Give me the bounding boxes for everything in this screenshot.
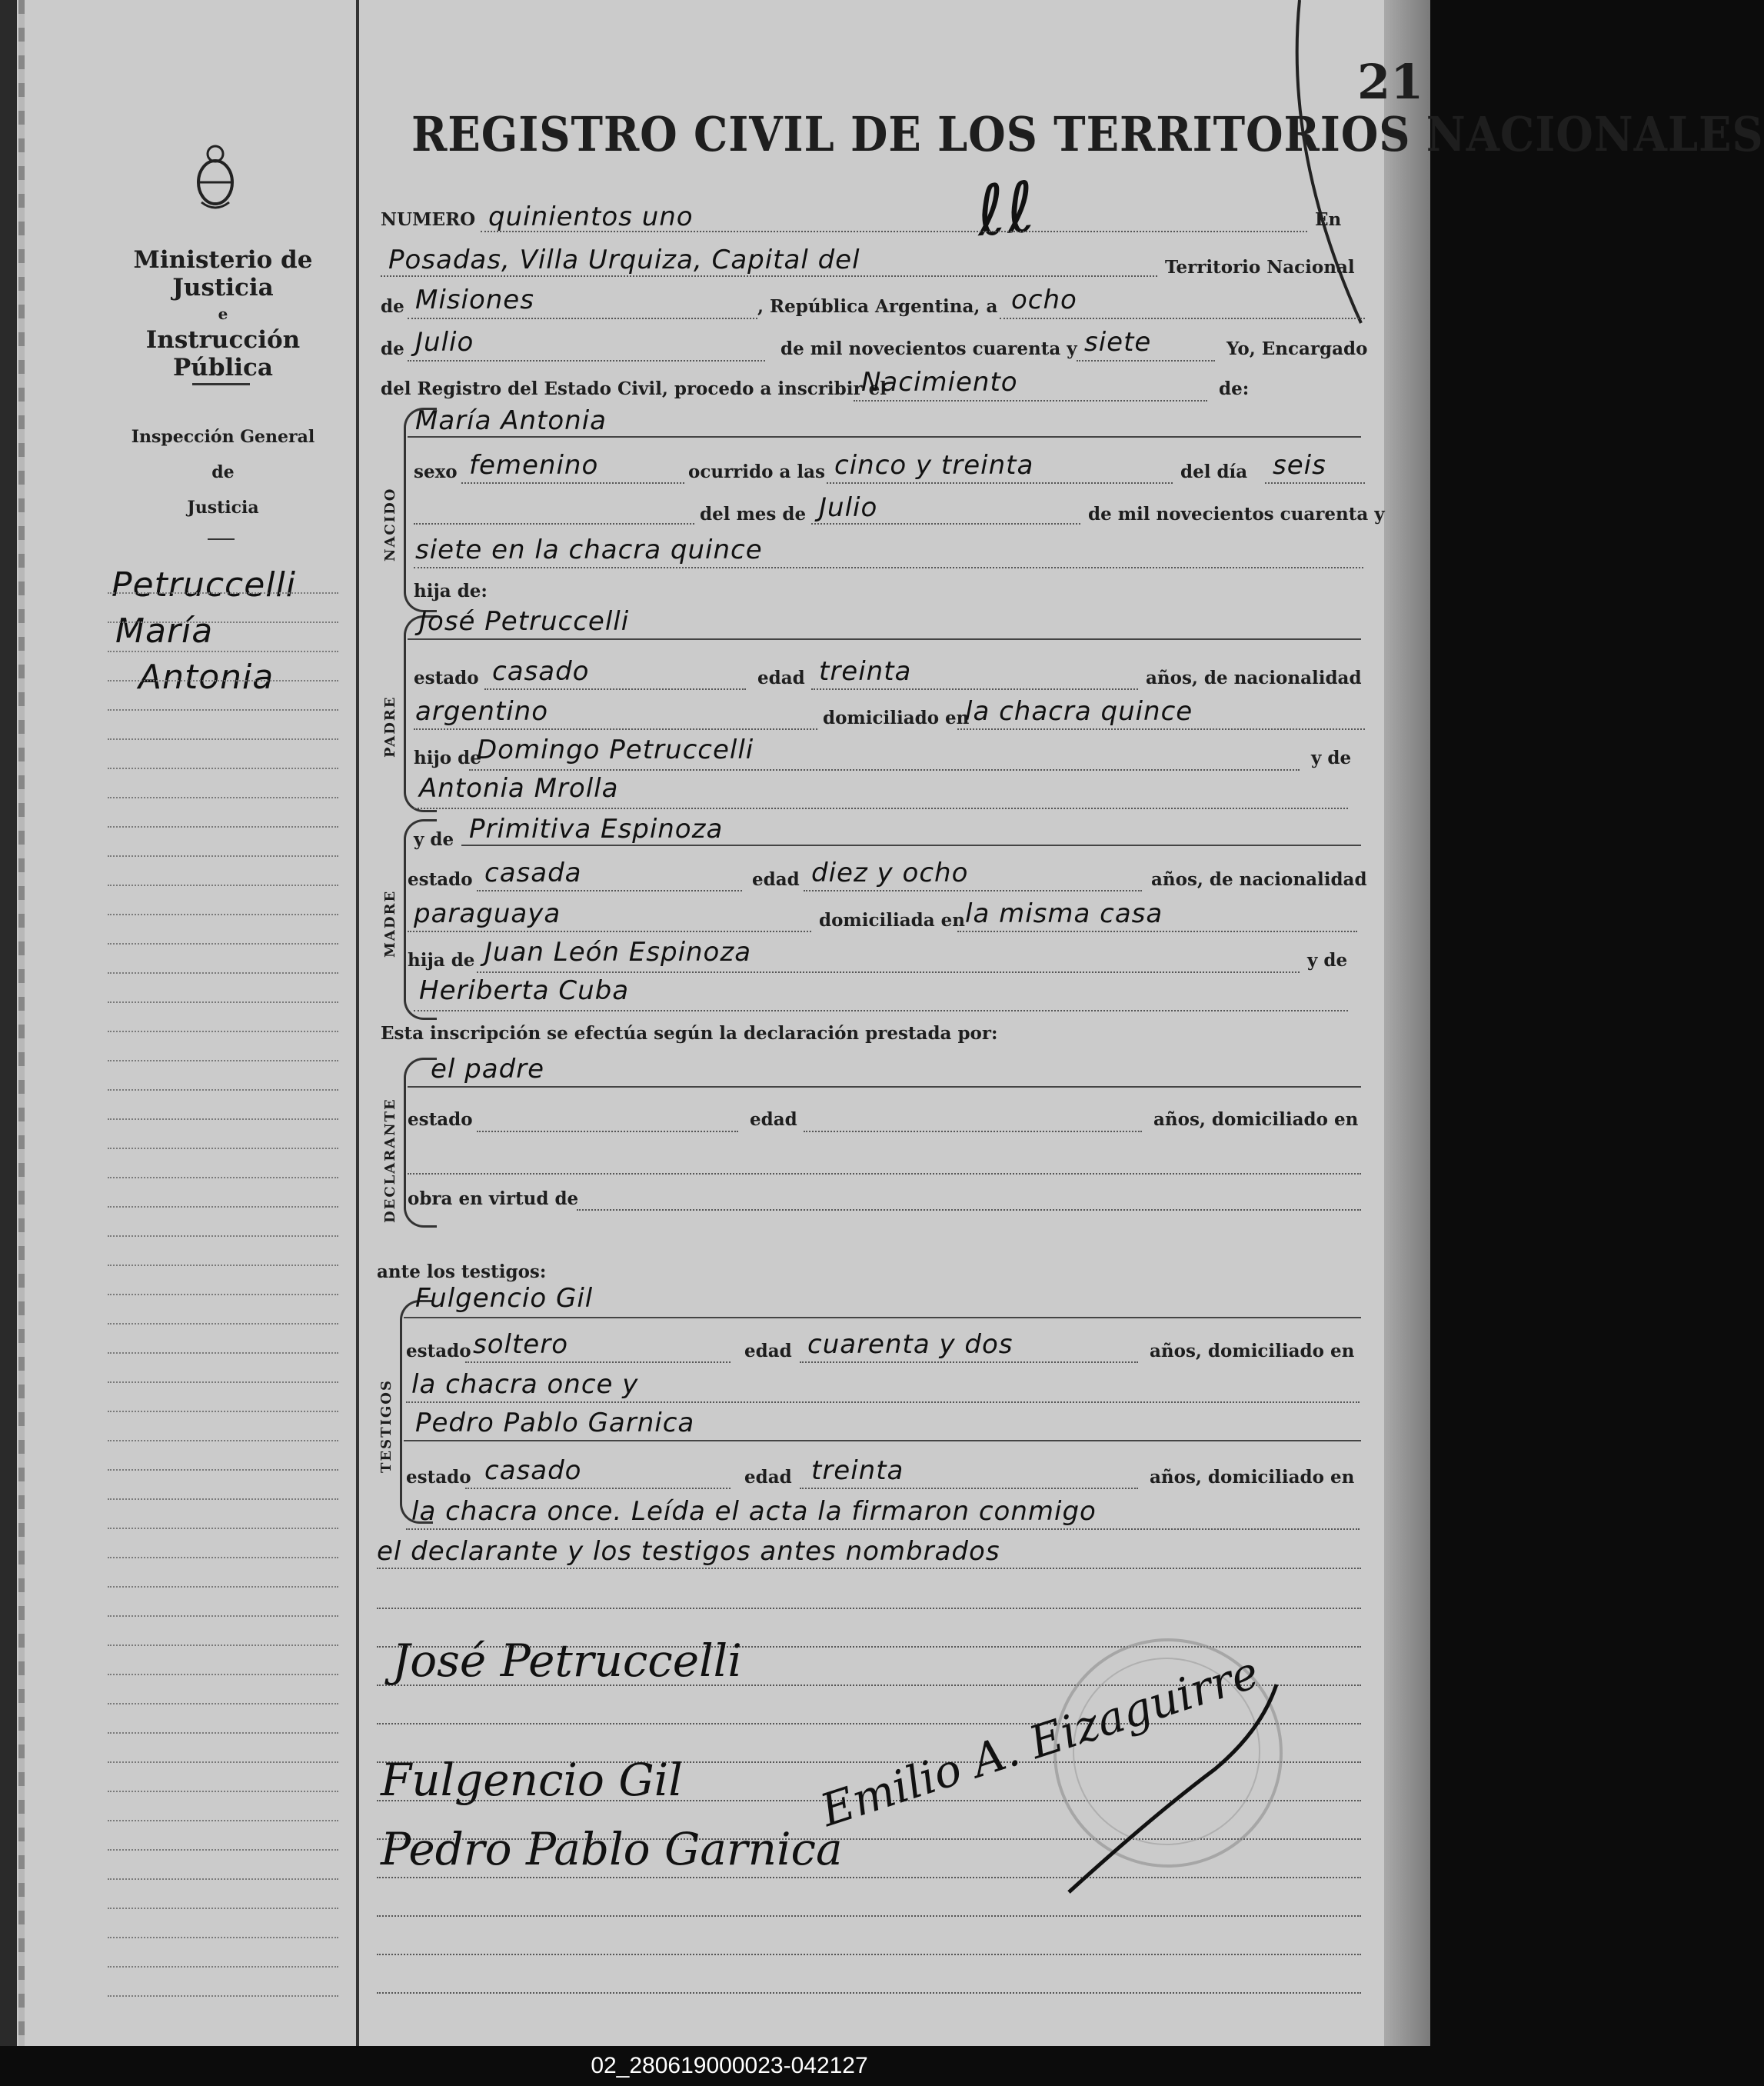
anio-value: siete — [1084, 327, 1152, 358]
nacido-dia-field-line — [1265, 482, 1365, 484]
margin-ruled-line — [108, 1791, 338, 1792]
inspection-line-1: Inspección General — [131, 427, 315, 447]
hija-de-label: hija de: — [414, 581, 488, 601]
madre-madre-value: Heriberta Cuba — [419, 975, 630, 1006]
padre-madre-value: Antonia Mrolla — [419, 773, 619, 804]
territorio-label: Territorio Nacional — [1165, 257, 1355, 278]
testigo1-nombre-value: Fulgencio Gil — [415, 1283, 594, 1314]
cierre-field-line — [377, 1568, 1361, 1569]
territorio-value: Misiones — [415, 285, 534, 315]
mes-value: Julio — [415, 327, 474, 358]
padre-nacionalidad-value: argentino — [415, 696, 548, 727]
testigos-section-label: TESTIGOS — [378, 1379, 394, 1473]
ocurrido-label: ocurrido a las — [688, 462, 825, 482]
declarante-estado-field-line — [477, 1131, 738, 1132]
margin-ruled-line — [108, 1089, 338, 1091]
registrar-flourish — [1061, 1677, 1284, 1908]
margin-ruled-line — [108, 1644, 338, 1646]
madre-nacionalidad-value: paraguaya — [414, 898, 561, 929]
testigo2-edad-field-line — [800, 1488, 1138, 1489]
madre-y-de2-label: y de — [1307, 950, 1348, 971]
testigo1-anios-label: años, domiciliado en — [1150, 1341, 1355, 1361]
padre-nombre-value: José Petruccelli — [419, 606, 630, 637]
margin-ruled-line — [108, 1908, 338, 1909]
sidebar-rule-2 — [208, 538, 235, 540]
nacido-mes-value: Julio — [819, 492, 878, 523]
declarante-nombre-line — [408, 1086, 1361, 1088]
testigo1-domicilio-value: la chacra once y — [411, 1369, 639, 1400]
nacido-lugar-field-line — [414, 567, 1363, 568]
margin-ruled-line — [108, 1761, 338, 1763]
signature-ruled-line — [377, 1954, 1361, 1955]
signature-ruled-line — [377, 1992, 1361, 1994]
padre-domicilio-value: la chacra quince — [965, 696, 1193, 727]
declarante-section-label: DECLARANTE — [382, 1098, 398, 1223]
encargado-label: Yo, Encargado — [1226, 338, 1368, 359]
padre-edad-field-line — [811, 688, 1138, 690]
testigo1-domicilio-field-line — [406, 1401, 1360, 1403]
margin-ruled-line — [108, 1966, 338, 1968]
margin-ruled-line — [108, 1148, 338, 1149]
declarante-edad-label: edad — [750, 1109, 797, 1130]
margin-ruled-line — [108, 592, 338, 594]
hora-value: cinco y treinta — [834, 450, 1034, 481]
declarante-estado-label: estado — [408, 1109, 473, 1130]
en-label: En — [1315, 209, 1342, 230]
testigo1-edad-label: edad — [744, 1341, 792, 1361]
madre-y-de-label: y de — [414, 829, 454, 850]
page-number: 21 — [1357, 54, 1424, 110]
inspection-line-2: de — [211, 462, 235, 482]
margin-ruled-line — [108, 1352, 338, 1354]
place-field-line — [381, 275, 1157, 277]
nacido-section-label: NACIDO — [382, 487, 398, 561]
madre-domicilio-field-line — [957, 931, 1357, 932]
signature-registrar: Emilio A. Eizaguirre — [814, 1645, 1265, 1837]
numero-value: quinientos uno — [488, 202, 694, 232]
testigo2-estado-field-line — [465, 1488, 731, 1489]
registro-label: del Registro del Estado Civil, procedo a inscribir el — [381, 378, 887, 399]
anio-field-line — [1077, 360, 1215, 362]
page-title: REGISTRO CIVIL DE LOS TERRITORIOS NACIONALES — [411, 106, 1764, 162]
registrar-initial-signature: ℓℓ — [973, 166, 1039, 253]
madre-domiciliada-label: domiciliada en — [819, 910, 965, 931]
margin-ruled-line — [108, 1031, 338, 1032]
margin-ruled-line — [108, 709, 338, 711]
del-mes-label: del mes de — [700, 504, 807, 525]
archive-footer — [0, 2046, 1459, 2086]
margin-ruled-line — [108, 1060, 338, 1061]
archive-image-id: 02_280619000023-042127 — [591, 2053, 868, 2078]
nacido-nombre-line — [408, 436, 1361, 438]
sexo-value: femenino — [469, 450, 599, 481]
margin-ruled-line — [108, 885, 338, 886]
padre-nacionalidad-field-line — [414, 728, 817, 730]
testigo2-domicilio-field-line — [406, 1528, 1360, 1530]
book-spine — [0, 0, 17, 2046]
margin-ruled-line — [108, 1118, 338, 1120]
testigo2-nombre-value: Pedro Pablo Garnica — [415, 1408, 695, 1438]
signature-ruled-line — [377, 1915, 1361, 1917]
margin-ruled-line — [108, 1265, 338, 1266]
margin-ruled-line — [108, 768, 338, 769]
padre-estado-label: estado — [414, 668, 479, 688]
nacido-dia-value: seis — [1273, 450, 1326, 481]
padre-anios-label: años, de nacionalidad — [1146, 668, 1362, 688]
declarante-nombre-value: el padre — [431, 1054, 545, 1085]
margin-ruled-line — [108, 1820, 338, 1821]
padre-y-de-label: y de — [1311, 748, 1352, 768]
madre-nombre-value: Primitiva Espinoza — [469, 814, 724, 845]
hora-field-line — [827, 482, 1173, 484]
acto-field-line — [854, 400, 1207, 402]
signature-ruled-line — [377, 1608, 1361, 1609]
declarante-obra-label: obra en virtud de — [408, 1188, 579, 1209]
padre-padre-field-line — [469, 769, 1300, 771]
testigo1-estado-value: soltero — [473, 1329, 568, 1360]
margin-ruled-line — [108, 1294, 338, 1295]
padre-domicilio-field-line — [957, 728, 1365, 730]
sidebar-rule — [192, 383, 250, 385]
padre-madre-field-line — [414, 808, 1348, 809]
margin-ruled-line — [108, 1937, 338, 1938]
coat-of-arms-icon — [192, 142, 238, 212]
margin-ruled-line — [108, 1528, 338, 1529]
ministry-line-1: Ministerio de Justicia — [133, 246, 313, 302]
margin-ruled-line — [108, 797, 338, 798]
cierre-value: el declarante y los testigos antes nombrados — [377, 1536, 1000, 1567]
margin-ruled-line — [108, 1177, 338, 1178]
dia-field-line — [1000, 318, 1365, 319]
declarante-edad-field-line — [804, 1131, 1142, 1132]
madre-edad-label: edad — [752, 869, 800, 890]
madre-hija-de-label: hija de — [408, 950, 475, 971]
de-label: de — [381, 296, 404, 317]
signature-witness-1: Fulgencio Gil — [381, 1754, 683, 1806]
sexo-label: sexo — [414, 462, 458, 482]
testigo2-domicilio-value: la chacra once. Leída el acta la firmaron conmigo — [411, 1496, 1097, 1527]
margin-ruled-line — [108, 1498, 338, 1500]
margin-ruled-line — [108, 1235, 338, 1237]
margin-ruled-line — [108, 1323, 338, 1325]
de-mes-label: de — [381, 338, 404, 359]
margin-ruled-line — [108, 826, 338, 828]
margin-ruled-line — [108, 651, 338, 652]
padre-padre-value: Domingo Petruccelli — [477, 735, 754, 765]
margin-ruled-line — [108, 1586, 338, 1588]
place-value: Posadas, Villa Urquiza, Capital del — [388, 245, 860, 275]
margin-ruled-line — [108, 943, 338, 945]
margin-ruled-line — [108, 855, 338, 857]
declarante-domicilio-field-line — [408, 1173, 1361, 1175]
dia-value: ocho — [1011, 285, 1077, 315]
sexo-field-line — [461, 482, 684, 484]
declarante-obra-field-line — [577, 1209, 1361, 1211]
padre-estado-field-line — [484, 688, 746, 690]
madre-estado-field-line — [477, 890, 742, 891]
padre-edad-value: treinta — [819, 656, 912, 687]
testigo1-estado-field-line — [465, 1361, 731, 1363]
declaracion-label: Esta inscripción se efectúa según la declaración prestada por: — [381, 1023, 998, 1044]
testigo2-anios-label: años, domiciliado en — [1150, 1467, 1355, 1488]
margin-ruled-line — [108, 1703, 338, 1704]
margin-ruled-line — [108, 1557, 338, 1558]
binding-stitch — [18, 0, 25, 2046]
acto-value: Nacimiento — [861, 367, 1018, 398]
ministry-line-3: Instrucción Pública — [145, 326, 301, 382]
madre-domicilio-value: la misma casa — [965, 898, 1163, 929]
margin-ruled-line — [108, 1206, 338, 1208]
nacido-blank-line — [414, 523, 694, 525]
madre-estado-label: estado — [408, 869, 473, 890]
madre-nombre-line — [461, 845, 1361, 846]
madre-edad-field-line — [804, 890, 1142, 891]
padre-hijo-de-label: hijo de — [414, 748, 481, 768]
madre-madre-field-line — [414, 1010, 1348, 1011]
del-dia-label: del día — [1180, 462, 1248, 482]
margin-ruled-line — [108, 1674, 338, 1675]
testigo2-estado-value: casado — [484, 1455, 582, 1486]
margin-ruled-line — [108, 1001, 338, 1003]
testigo2-nombre-line — [404, 1440, 1361, 1441]
margin-ruled-line — [108, 1615, 338, 1617]
margin-ruled-line — [108, 1469, 338, 1471]
page-corner-bracket — [1284, 0, 1400, 331]
padre-section-label: PADRE — [382, 695, 398, 758]
madre-anios-label: años, de nacionalidad — [1151, 869, 1367, 890]
margin-ruled-line — [108, 680, 338, 681]
margin-ruled-line — [108, 621, 338, 623]
mil-label: de mil novecientos cuarenta y — [780, 338, 1077, 359]
declarante-anios-label: años, domiciliado en — [1153, 1109, 1359, 1130]
margin-ruled-line — [108, 1440, 338, 1441]
testigo1-edad-field-line — [800, 1361, 1138, 1363]
testigo2-estado-label: estado — [406, 1467, 471, 1488]
signature-witness-2: Pedro Pablo Garnica — [381, 1823, 843, 1875]
ministry-line-2: e — [218, 305, 228, 323]
testigo2-edad-label: edad — [744, 1467, 792, 1488]
nacido-mes-field-line — [811, 523, 1080, 525]
madre-padre-value: Juan León Espinoza — [484, 937, 752, 968]
numero-label: NUMERO — [381, 209, 476, 230]
testigos-label: ante los testigos: — [377, 1261, 547, 1282]
numero-field-line — [481, 231, 1307, 232]
nacido-mil-label: de mil novecientos cuarenta y — [1088, 504, 1385, 525]
padre-domiciliado-label: domiciliado en — [823, 708, 970, 728]
madre-section-label: MADRE — [382, 889, 398, 958]
margin-name-line-3: Antonia — [138, 658, 275, 697]
margin-ruled-line — [108, 972, 338, 974]
de2-label: de: — [1219, 378, 1250, 399]
margin-name-line-2: María — [115, 611, 214, 651]
mes-field-line — [408, 360, 765, 362]
margin-ruled-line — [108, 1732, 338, 1734]
margin-ruled-line — [108, 914, 338, 915]
madre-edad-value: diez y ocho — [811, 858, 969, 888]
padre-edad-label: edad — [757, 668, 805, 688]
margin-ruled-line — [108, 1849, 338, 1851]
signature-declarant: José Petruccelli — [392, 1634, 742, 1687]
testigo1-estado-label: estado — [406, 1341, 471, 1361]
margin-ruled-line — [108, 1381, 338, 1383]
nacido-lugar-value: siete en la chacra quince — [415, 535, 763, 565]
margin-divider — [356, 0, 359, 2046]
margin-ruled-line — [108, 738, 338, 740]
testigo2-edad-value: treinta — [811, 1455, 904, 1486]
margin-ruled-line — [108, 1995, 338, 1997]
nacido-nombre-value: María Antonia — [415, 405, 607, 436]
madre-estado-value: casada — [484, 858, 582, 888]
inspection-heading — [92, 419, 354, 525]
inspection-line-3: Justicia — [187, 498, 259, 518]
margin-name-line-1: Petruccelli — [111, 565, 296, 605]
republica-label: , República Argentina, a — [757, 296, 998, 317]
testigo1-edad-value: cuarenta y dos — [807, 1329, 1013, 1360]
madre-nacionalidad-field-line — [408, 931, 811, 932]
padre-nombre-line — [408, 638, 1361, 640]
ministry-heading — [92, 246, 354, 382]
testigo1-nombre-line — [404, 1317, 1361, 1318]
madre-padre-field-line — [477, 971, 1300, 973]
margin-ruled-line — [108, 1411, 338, 1412]
territorio-field-line — [408, 318, 757, 319]
padre-estado-value: casado — [492, 656, 590, 687]
margin-ruled-line — [108, 1878, 338, 1880]
